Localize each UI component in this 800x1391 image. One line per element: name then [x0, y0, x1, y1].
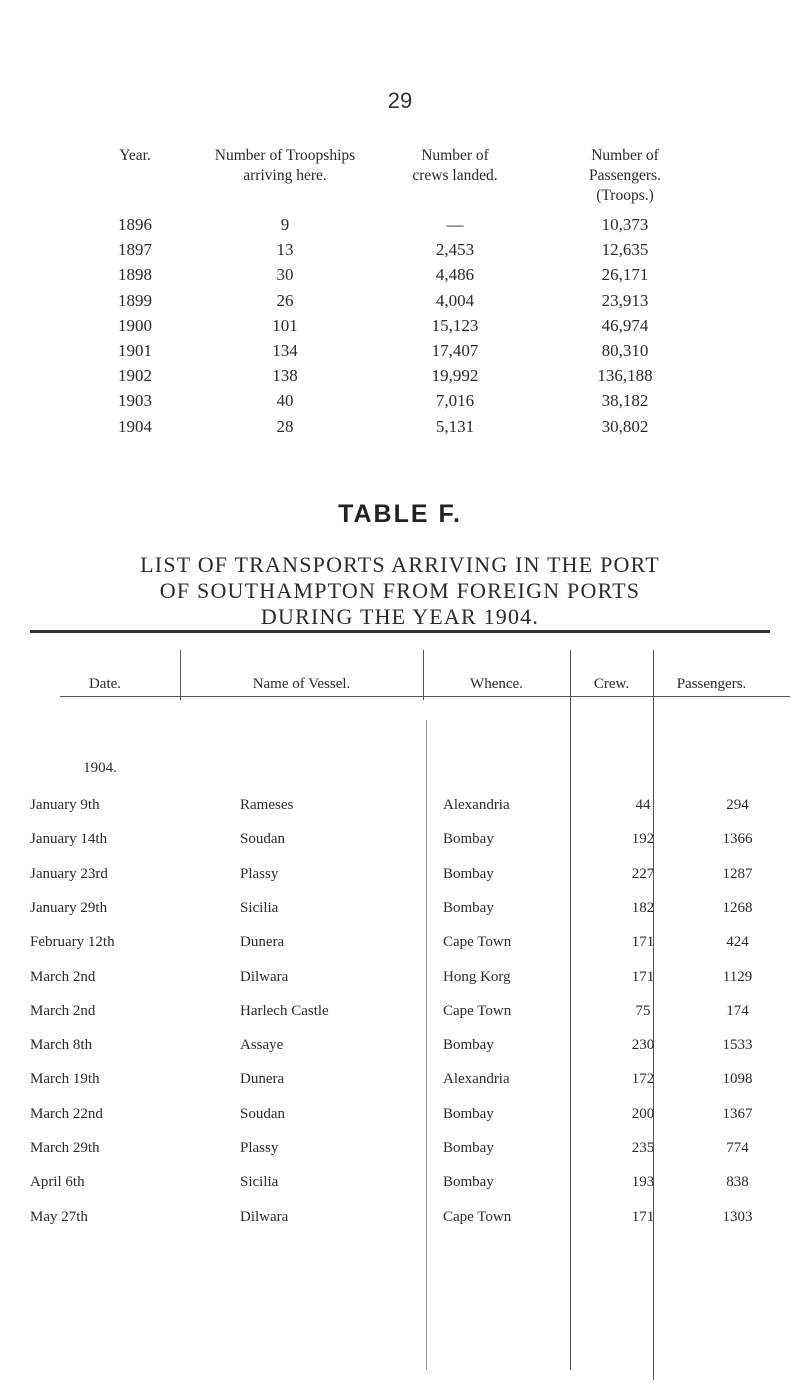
cell-passengers: 174 [726, 1002, 749, 1019]
header-troopships-line2: arriving here. [243, 167, 327, 184]
table-row [30, 967, 770, 999]
row-passengers: 80,310 [601, 340, 649, 360]
cell-whence: Bombay [443, 1037, 494, 1054]
header-crews [380, 146, 530, 186]
cell-passengers: 838 [726, 1174, 749, 1191]
row-year: 1902 [118, 366, 152, 386]
row-passengers: 23,913 [601, 290, 649, 310]
cell-passengers: 774 [726, 1140, 749, 1156]
table-row [30, 829, 770, 861]
cell-vessel: Plassy [240, 865, 279, 882]
year-label: 1904. [83, 760, 117, 776]
cell-passengers: 1129 [722, 968, 753, 985]
cell-crew: 172 [631, 1071, 655, 1088]
row-passengers: 38,182 [601, 391, 649, 411]
cell-passengers: 1303 [722, 1208, 753, 1225]
row-passengers: 136,188 [597, 366, 653, 386]
row-troopships: 40 [276, 391, 294, 411]
header-date: Date. [88, 676, 122, 692]
cell-date: January 14th [30, 831, 108, 848]
cell-vessel: Dilwara [240, 968, 289, 985]
row-crews: 17,407 [431, 340, 479, 360]
row-year: 1898 [118, 265, 152, 285]
header-crews-line2: crews landed. [412, 167, 498, 184]
cell-passengers: 424 [726, 934, 749, 951]
header-crews-line1: Number of [421, 147, 489, 164]
cell-crew: 44 [635, 797, 651, 813]
cell-date: February 12th [30, 934, 115, 951]
cell-whence: Alexandria [443, 1071, 510, 1088]
row-crews: 2,453 [435, 240, 475, 260]
row-crews: 15,123 [431, 315, 479, 335]
troopships-row [0, 338, 800, 363]
cell-passengers: 1366 [722, 831, 753, 848]
cell-passengers: 1268 [722, 899, 753, 916]
troopships-row [0, 313, 800, 338]
row-troopships: 101 [272, 315, 298, 335]
row-passengers: 26,171 [601, 265, 649, 285]
cell-crew: 235 [631, 1140, 655, 1156]
cell-vessel: Assaye [240, 1037, 284, 1054]
cell-date: March 22nd [30, 1105, 103, 1122]
cell-date: January 23rd [30, 865, 108, 882]
table-row [30, 932, 770, 964]
table-row [30, 1138, 770, 1170]
header-passengers-line3: (Troops.) [596, 187, 654, 204]
row-year: 1896 [118, 215, 152, 234]
cell-vessel: Soudan [240, 1105, 285, 1122]
cell-crew: 75 [635, 1002, 651, 1019]
subtitle-line-3: DURING THE YEAR 1904. [260, 604, 540, 629]
page-number: 29 [387, 88, 413, 113]
table-row [30, 1069, 770, 1101]
row-passengers: 12,635 [601, 240, 649, 260]
troopships-row [0, 212, 800, 237]
cell-crew: 230 [631, 1037, 655, 1054]
troopships-table [0, 146, 800, 439]
row-troopships: 28 [276, 416, 294, 436]
row-passengers: 10,373 [601, 215, 649, 234]
troopships-row [0, 363, 800, 388]
cell-crew: 192 [631, 831, 655, 848]
cell-crew: 200 [631, 1105, 655, 1122]
row-crews: 19,992 [431, 366, 479, 386]
header-year: Year. [119, 147, 151, 164]
header-vessel: Name of Vessel. [252, 676, 351, 692]
troopships-row [0, 262, 800, 287]
cell-passengers: 1367 [722, 1105, 753, 1122]
table-row [30, 898, 770, 930]
subtitle-line-1: LIST OF TRANSPORTS ARRIVING IN THE PORT [140, 552, 660, 577]
row-year: 1904 [118, 416, 152, 436]
cell-whence: Bombay [443, 1105, 494, 1122]
cell-passengers: 1098 [722, 1071, 753, 1088]
troopships-rows [0, 212, 800, 439]
row-troopships: 26 [276, 290, 294, 310]
table-title: TABLE F. [338, 500, 462, 528]
cell-passengers: 1533 [722, 1037, 753, 1054]
troopships-row [0, 388, 800, 413]
cell-vessel: Sicilia [240, 1174, 279, 1191]
cell-crew: 182 [631, 899, 655, 916]
cell-whence: Bombay [443, 831, 494, 848]
cell-vessel: Dilwara [240, 1208, 289, 1225]
row-year: 1899 [118, 290, 152, 310]
cell-whence: Bombay [443, 1140, 494, 1156]
table-subtitle [0, 552, 800, 630]
cell-date: March 8th [30, 1037, 93, 1054]
table-row [30, 1035, 770, 1067]
subtitle-line-2: OF SOUTHAMPTON FROM FOREIGN PORTS [159, 578, 641, 603]
cell-vessel: Soudan [240, 831, 285, 848]
cell-whence: Bombay [443, 865, 494, 882]
cell-whence: Cape Town [443, 934, 512, 951]
cell-date: March 19th [30, 1071, 100, 1088]
cell-date: May 27th [30, 1208, 88, 1225]
cell-whence: Alexandria [443, 797, 510, 813]
cell-date: March 29th [30, 1140, 100, 1156]
cell-vessel: Dunera [240, 1071, 285, 1088]
table-row [30, 1172, 770, 1204]
row-troopships: 134 [272, 340, 298, 360]
transports-table [30, 630, 770, 1370]
cell-crew: 193 [631, 1174, 655, 1191]
row-crews: 5,131 [435, 416, 475, 436]
table-row [30, 795, 770, 827]
cell-crew: 171 [631, 968, 655, 985]
row-year: 1901 [118, 340, 152, 360]
cell-crew: 171 [631, 934, 655, 951]
header-troopships-line1: Number of Troopships [214, 147, 356, 164]
table-row [30, 1207, 770, 1239]
cell-whence: Hong Korg [443, 968, 511, 985]
header-troopships [175, 146, 395, 186]
row-crews: — [446, 215, 464, 234]
table-top-rule [30, 630, 770, 633]
row-passengers: 30,802 [601, 416, 649, 436]
cell-whence: Bombay [443, 1174, 494, 1191]
cell-whence: Cape Town [443, 1208, 512, 1225]
cell-date: March 2nd [30, 1002, 96, 1019]
row-crews: 4,004 [435, 290, 475, 310]
cell-date: January 29th [30, 899, 108, 916]
cell-crew: 227 [631, 865, 655, 882]
table-row [30, 864, 770, 896]
row-crews: 7,016 [435, 391, 475, 411]
cell-date: April 6th [30, 1174, 85, 1191]
cell-passengers: 294 [726, 797, 749, 813]
cell-whence: Cape Town [443, 1002, 512, 1019]
row-crews: 4,486 [435, 265, 475, 285]
header-crew: Crew. [593, 676, 630, 692]
row-troopships: 9 [280, 215, 290, 234]
cell-vessel: Plassy [240, 1140, 279, 1156]
troopships-row [0, 237, 800, 262]
row-year: 1903 [118, 391, 152, 411]
cell-vessel: Harlech Castle [240, 1002, 329, 1019]
cell-vessel: Sicilia [240, 899, 279, 916]
cell-passengers: 1287 [722, 865, 753, 882]
header-whence: Whence. [470, 676, 523, 692]
row-troopships: 30 [276, 265, 294, 285]
header-passengers-line2: Passengers. [589, 167, 661, 184]
table-row [30, 1104, 770, 1136]
row-troopships: 13 [276, 240, 294, 260]
cell-date: January 9th [30, 797, 100, 813]
troopships-row [0, 414, 800, 439]
row-troopships: 138 [272, 366, 298, 386]
cell-date: March 2nd [30, 968, 96, 985]
row-year: 1897 [118, 240, 152, 260]
troopships-header [0, 146, 800, 212]
header-passengers [540, 146, 710, 206]
header-passengers: Passengers. [676, 676, 747, 692]
cell-whence: Bombay [443, 899, 494, 916]
header-passengers-line1: Number of [591, 147, 659, 164]
cell-vessel: Dunera [240, 934, 285, 951]
troopships-row [0, 288, 800, 313]
cell-crew: 171 [631, 1208, 655, 1225]
header-underline [60, 696, 790, 697]
table-row [30, 1001, 770, 1033]
cell-vessel: Rameses [240, 797, 294, 813]
row-passengers: 46,974 [601, 315, 649, 335]
row-year: 1900 [118, 315, 152, 335]
